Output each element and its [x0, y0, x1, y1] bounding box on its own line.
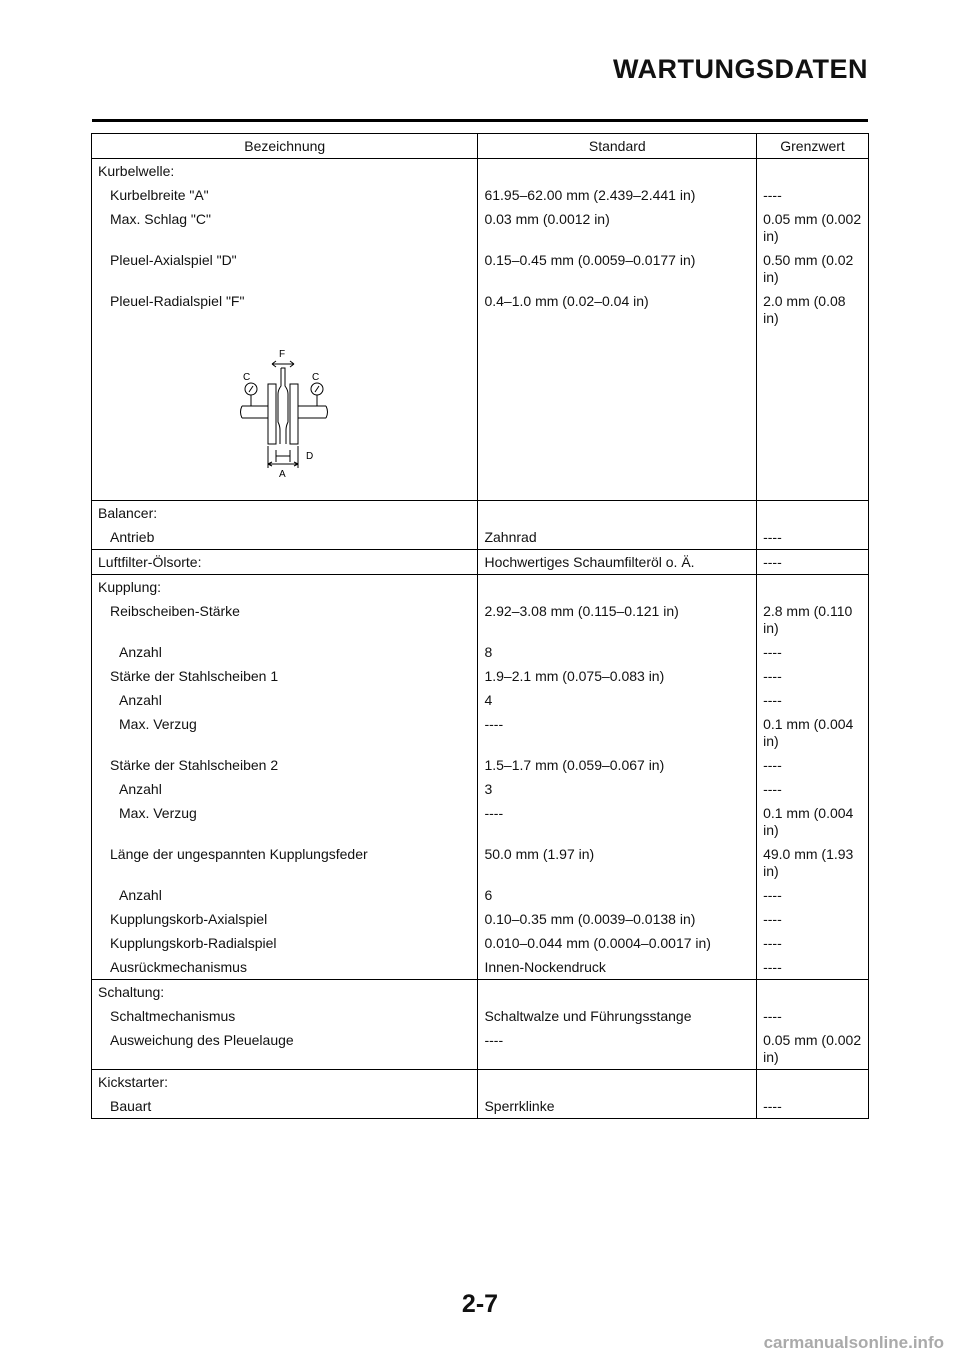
table-row: [92, 550, 869, 575]
cell-standard: 2.92–3.08 mm (0.115–0.121 in): [478, 599, 757, 640]
label-a: A: [279, 469, 286, 480]
cell-limit: ----: [757, 550, 869, 575]
cell-standard: ----: [478, 1028, 757, 1070]
cell-limit: ----: [757, 664, 869, 688]
cell-item: Pleuel-Radialspiel "F": [92, 289, 478, 330]
cell-limit: ----: [757, 525, 869, 550]
cell-standard: 3: [478, 777, 757, 801]
cell-standard: 1.5–1.7 mm (0.059–0.067 in): [478, 753, 757, 777]
table-row: [92, 248, 869, 289]
cell-limit: ----: [757, 955, 869, 980]
cell-item: Antrieb: [92, 525, 478, 550]
cell-item: Pleuel-Axialspiel "D": [92, 248, 478, 289]
header-grenzwert: Grenzwert: [757, 134, 869, 159]
cell-limit: 0.1 mm (0.004 in): [757, 712, 869, 753]
crankshaft-diagram: [234, 346, 334, 480]
cell-item: Ausweichung des Pleuelauge: [92, 1028, 478, 1070]
cell-limit: ----: [757, 1094, 869, 1119]
table-row: [92, 525, 869, 550]
cell-limit: ----: [757, 183, 869, 207]
table-row: [92, 712, 869, 753]
table-row: [92, 207, 869, 248]
group-heading-row: [92, 980, 869, 1005]
cell-standard: Innen-Nockendruck: [478, 955, 757, 980]
cell-limit: 0.05 mm (0.002 in): [757, 207, 869, 248]
watermark: carmanualsonline.info: [763, 1333, 944, 1352]
cell-limit: ----: [757, 688, 869, 712]
cell-item: Länge der ungespannten Kupplungsfeder: [92, 842, 478, 883]
group-heading-row: [92, 575, 869, 600]
table-row: [92, 289, 869, 330]
cell-item: Kupplungskorb-Axialspiel: [92, 907, 478, 931]
cell-item: Stärke der Stahlscheiben 2: [92, 753, 478, 777]
table-header-row: [92, 134, 869, 159]
cell-limit: 0.1 mm (0.004 in): [757, 801, 869, 842]
table-row: [92, 883, 869, 907]
group-heading-row: [92, 159, 869, 184]
group-heading-row: [92, 1070, 869, 1095]
table-row: [92, 1028, 869, 1070]
cell-limit: 49.0 mm (1.93 in): [757, 842, 869, 883]
crankshaft-diagram-cell: [92, 330, 478, 501]
cell-standard: 1.9–2.1 mm (0.075–0.083 in): [478, 664, 757, 688]
cell-item: Kupplungskorb-Radialspiel: [92, 931, 478, 955]
cell-standard: Schaltwalze und Führungsstange: [478, 1004, 757, 1028]
cell-limit: ----: [757, 1004, 869, 1028]
cell-item: Anzahl: [92, 777, 478, 801]
table-row: [92, 842, 869, 883]
cell-item: Stärke der Stahlscheiben 1: [92, 664, 478, 688]
table-row: [92, 183, 869, 207]
cell-limit: ----: [757, 883, 869, 907]
table-row: [92, 688, 869, 712]
header-standard: Standard: [478, 134, 757, 159]
cell-standard: 0.03 mm (0.0012 in): [478, 207, 757, 248]
table-row: [92, 640, 869, 664]
header-bezeichnung: Bezeichnung: [92, 134, 478, 159]
cell-limit: ----: [757, 777, 869, 801]
group-heading: Kurbelwelle:: [92, 159, 478, 184]
cell-standard: 4: [478, 688, 757, 712]
cell-standard: Zahnrad: [478, 525, 757, 550]
cell-limit: ----: [757, 753, 869, 777]
cell-standard: ----: [478, 712, 757, 753]
cell-item: Anzahl: [92, 883, 478, 907]
label-c-left: C: [243, 372, 251, 383]
cell-item: Luftfilter-Ölsorte:: [92, 550, 478, 575]
page-title: WARTUNGSDATEN: [613, 54, 868, 84]
cell-item: Max. Verzug: [92, 712, 478, 753]
label-f: F: [279, 349, 286, 360]
cell-standard: 0.010–0.044 mm (0.0004–0.0017 in): [478, 931, 757, 955]
cell-standard: ----: [478, 801, 757, 842]
cell-item: Reibscheiben-Stärke: [92, 599, 478, 640]
table-row: [92, 599, 869, 640]
cell-item: Max. Schlag "C": [92, 207, 478, 248]
table-row: [92, 753, 869, 777]
group-heading-row: [92, 501, 869, 526]
table-row: [92, 907, 869, 931]
cell-standard: 50.0 mm (1.97 in): [478, 842, 757, 883]
cell-standard: 0.15–0.45 mm (0.0059–0.0177 in): [478, 248, 757, 289]
table-row: [92, 777, 869, 801]
cell-item: Anzahl: [92, 640, 478, 664]
cell-item: Ausrückmechanismus: [92, 955, 478, 980]
page-number: 2-7: [461, 1290, 499, 1318]
cell-limit: 2.0 mm (0.08 in): [757, 289, 869, 330]
group-heading: Kickstarter:: [92, 1070, 478, 1095]
cell-limit: ----: [757, 907, 869, 931]
table-row: [92, 955, 869, 980]
cell-item: Bauart: [92, 1094, 478, 1119]
cell-standard: Hochwertiges Schaumfilteröl o. Ä.: [478, 550, 757, 575]
cell-standard: Sperrklinke: [478, 1094, 757, 1119]
group-heading: Balancer:: [92, 501, 478, 526]
cell-limit: 0.50 mm (0.02 in): [757, 248, 869, 289]
label-c-right: C: [312, 372, 320, 383]
diagram-row: [92, 330, 869, 501]
group-heading: Kupplung:: [92, 575, 478, 600]
cell-limit: ----: [757, 640, 869, 664]
cell-limit: 0.05 mm (0.002 in): [757, 1028, 869, 1070]
cell-standard: 61.95–62.00 mm (2.439–2.441 in): [478, 183, 757, 207]
cell-item: Kurbelbreite "A": [92, 183, 478, 207]
label-d: D: [306, 451, 314, 462]
table-row: [92, 664, 869, 688]
cell-standard: 8: [478, 640, 757, 664]
group-heading: Schaltung:: [92, 980, 478, 1005]
cell-standard: 0.4–1.0 mm (0.02–0.04 in): [478, 289, 757, 330]
cell-limit: ----: [757, 931, 869, 955]
table-row: [92, 1004, 869, 1028]
table-row: [92, 931, 869, 955]
spec-table: [91, 133, 869, 1119]
cell-item: Schaltmechanismus: [92, 1004, 478, 1028]
cell-standard: 6: [478, 883, 757, 907]
cell-item: Anzahl: [92, 688, 478, 712]
cell-standard: 0.10–0.35 mm (0.0039–0.0138 in): [478, 907, 757, 931]
table-row: [92, 801, 869, 842]
title-rule: [92, 119, 868, 122]
cell-limit: 2.8 mm (0.110 in): [757, 599, 869, 640]
cell-item: Max. Verzug: [92, 801, 478, 842]
table-row: [92, 1094, 869, 1119]
